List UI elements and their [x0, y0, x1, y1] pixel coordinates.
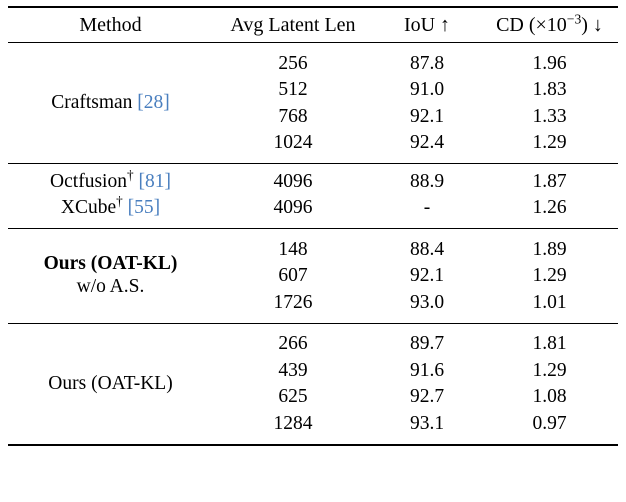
cell-cd: 1.29: [532, 132, 567, 153]
cell-cd: 1.29: [532, 265, 567, 286]
cell-cd: 1.01: [532, 291, 567, 313]
cell-avg-latent-len: 625: [278, 386, 308, 407]
cell-iou: 87.8: [409, 52, 445, 74]
method-label: Octfusion: [50, 170, 127, 192]
cell-avg-latent-len: 1726: [273, 291, 313, 313]
method-dagger: †: [126, 167, 134, 182]
table-row: [8, 195, 618, 222]
cell-avg-latent-len: 4096: [273, 197, 313, 218]
method-label: Craftsman: [51, 92, 133, 114]
method-label: Ours (OAT-KL): [43, 253, 178, 275]
cell-avg-latent-len: 512: [278, 79, 308, 100]
citation-link[interactable]: [81]: [138, 170, 171, 192]
cell-iou: 89.7: [409, 333, 445, 354]
method-label: XCube: [60, 197, 117, 218]
cell-avg-latent-len: 4096: [273, 170, 313, 192]
method-dagger: †: [116, 193, 123, 209]
method-cell-octfusion: [8, 168, 213, 195]
cell-iou: 88.9: [409, 170, 445, 192]
cell-cd: 1.83: [532, 79, 567, 100]
table-row: [8, 50, 618, 77]
cell-cd: 1.87: [532, 170, 567, 192]
method-label-second-line: w/o A.S.: [76, 275, 145, 297]
header-iou: IoU ↑: [403, 14, 451, 36]
spacer: [8, 316, 618, 324]
cell-avg-latent-len: 148: [278, 238, 308, 260]
cell-cd: 1.96: [532, 52, 567, 74]
citation-link[interactable]: [55]: [127, 197, 161, 218]
table-row: [8, 236, 618, 263]
cell-iou: 91.6: [409, 359, 445, 381]
spacer: [8, 324, 618, 331]
citation-link[interactable]: [28]: [137, 92, 170, 114]
cell-iou: 92.1: [409, 105, 445, 127]
cell-cd: 1.33: [532, 105, 567, 127]
cell-avg-latent-len: 439: [278, 359, 308, 381]
spacer: [8, 221, 618, 229]
method-cell-craftsman: [8, 50, 213, 156]
method-cell-xcube: [8, 195, 213, 222]
cell-cd: 1.89: [532, 238, 567, 260]
spacer: [8, 229, 618, 236]
cell-iou: 93.0: [409, 291, 445, 313]
cell-avg-latent-len: 607: [278, 265, 308, 286]
cell-cd: 1.29: [532, 359, 567, 381]
method-cell-ours-wo-as: [8, 236, 213, 316]
table-rule-bottom: [8, 445, 618, 446]
cell-iou: 92.4: [409, 132, 445, 153]
cell-iou: 88.4: [409, 238, 445, 260]
cell-iou: 91.0: [409, 79, 445, 100]
header-cd-label: CD $(\times 10^{-3})$ ↓: [496, 11, 603, 36]
table-row: [8, 331, 618, 358]
cell-avg-latent-len: 1284: [273, 412, 313, 434]
cell-iou: -: [423, 197, 431, 218]
header-cd: [481, 8, 618, 43]
table-header-row: [8, 8, 618, 43]
table-row: [8, 168, 618, 195]
spacer: [8, 437, 618, 445]
results-table: [8, 6, 618, 446]
spacer: [8, 43, 618, 50]
cell-avg-latent-len: 768: [278, 105, 308, 127]
header-method: Method: [79, 14, 142, 36]
cell-iou: 93.1: [409, 412, 445, 434]
cell-iou: 92.1: [409, 265, 445, 286]
cell-avg-latent-len: 256: [278, 52, 308, 74]
cell-avg-latent-len: 266: [278, 333, 308, 354]
cell-cd: 1.08: [532, 386, 567, 407]
cell-iou: 92.7: [409, 386, 445, 407]
cell-cd: 1.81: [532, 333, 567, 354]
cell-cd: 0.97: [532, 412, 567, 434]
spacer: [8, 156, 618, 164]
method-cell-ours: Ours (OAT-KL): [48, 372, 173, 394]
cell-cd: 1.26: [532, 197, 567, 218]
cell-avg-latent-len: 1024: [273, 132, 313, 153]
header-avg-latent-len: Avg Latent Len: [230, 14, 356, 36]
